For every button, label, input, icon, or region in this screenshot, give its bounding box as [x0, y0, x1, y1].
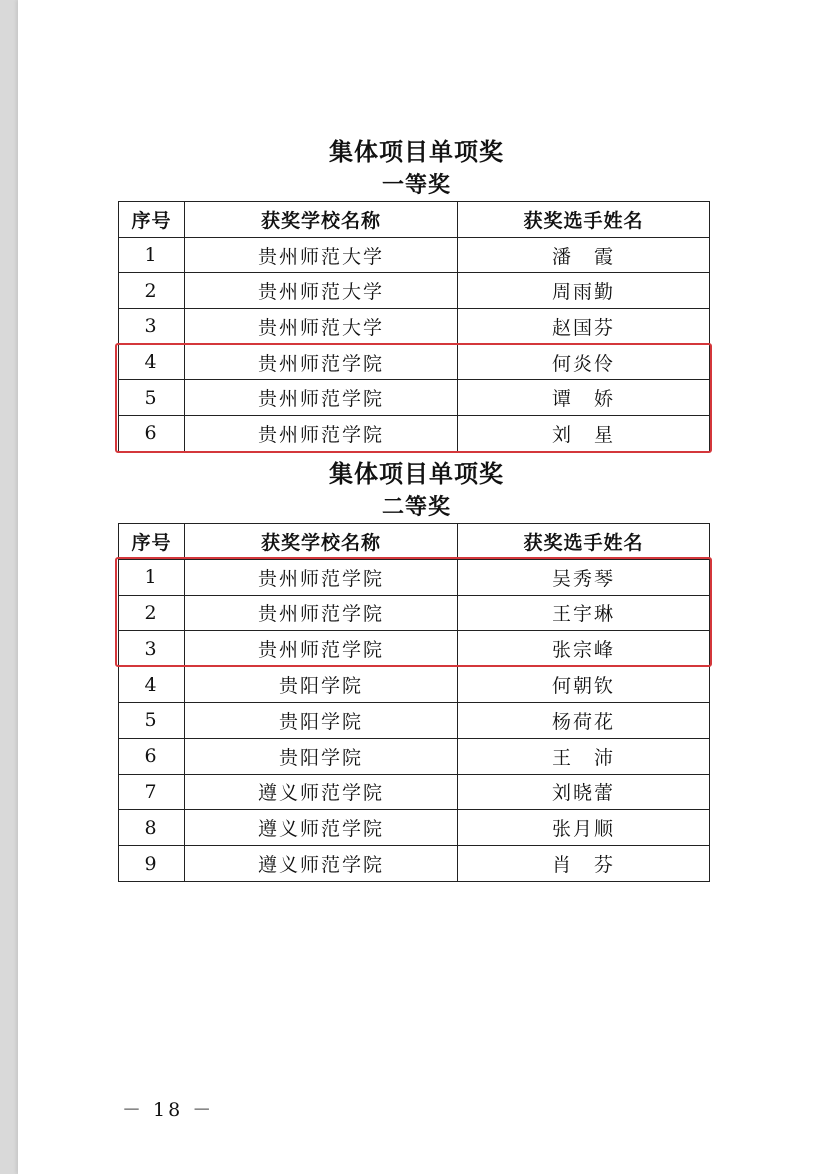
highlight-box-second-prize [115, 557, 712, 667]
cell-index: 6 [119, 416, 185, 452]
table-row [119, 667, 710, 703]
header-index: 序号 [119, 202, 185, 238]
header-school: 获奖学校名称 [185, 524, 458, 560]
cell-index: 5 [119, 702, 185, 738]
cell-school: 贵州师范学院 [185, 416, 458, 452]
cell-index: 2 [119, 273, 185, 309]
cell-index: 3 [119, 631, 185, 667]
table-row [119, 846, 710, 882]
cell-index: 4 [119, 667, 185, 703]
cell-player: 何炎伶 [458, 344, 710, 380]
page-number: － 18 － [122, 1099, 215, 1121]
header-player: 获奖选手姓名 [458, 202, 710, 238]
cell-school: 贵州师范大学 [185, 273, 458, 309]
cell-index: 6 [119, 738, 185, 774]
cell-index: 7 [119, 774, 185, 810]
cell-index: 3 [119, 309, 185, 345]
cell-school: 贵州师范学院 [185, 380, 458, 416]
table-row [119, 309, 710, 345]
cell-player: 张月顺 [458, 810, 710, 846]
section1-subtitle: 一等奖 [381, 173, 451, 198]
section2-subtitle: 二等奖 [381, 495, 451, 520]
cell-player: 谭 娇 [458, 380, 710, 416]
cell-index: 5 [119, 380, 185, 416]
cell-school: 贵州师范学院 [185, 595, 458, 631]
table-row [119, 774, 710, 810]
cell-school: 贵阳学院 [185, 667, 458, 703]
cell-player: 吴秀琴 [458, 559, 710, 595]
cell-school: 贵阳学院 [185, 738, 458, 774]
cell-school: 遵义师范学院 [185, 810, 458, 846]
table-row [119, 273, 710, 309]
cell-player: 周雨勤 [458, 273, 710, 309]
cell-school: 贵州师范学院 [185, 344, 458, 380]
cell-school: 贵阳学院 [185, 702, 458, 738]
table-row [119, 810, 710, 846]
cell-school: 贵州师范大学 [185, 309, 458, 345]
cell-index: 4 [119, 344, 185, 380]
cell-index: 8 [119, 810, 185, 846]
cell-index: 1 [119, 237, 185, 273]
section2-title: 集体项目单项奖 [329, 460, 504, 488]
cell-player: 潘 霞 [458, 237, 710, 273]
cell-school: 贵州师范学院 [185, 631, 458, 667]
cell-index: 2 [119, 595, 185, 631]
cell-player: 刘 星 [458, 416, 710, 452]
header-player: 获奖选手姓名 [458, 524, 710, 560]
cell-school: 贵州师范大学 [185, 237, 458, 273]
cell-index: 1 [119, 559, 185, 595]
highlight-box-first-prize [115, 343, 712, 453]
cell-school: 遵义师范学院 [185, 774, 458, 810]
table-header-row [119, 202, 710, 238]
cell-player: 杨荷花 [458, 702, 710, 738]
cell-player: 刘晓蕾 [458, 774, 710, 810]
table-row [119, 738, 710, 774]
table-header-row [119, 524, 710, 560]
cell-player: 何朝钦 [458, 667, 710, 703]
cell-school: 遵义师范学院 [185, 846, 458, 882]
header-school: 获奖学校名称 [185, 202, 458, 238]
cell-player: 张宗峰 [458, 631, 710, 667]
table-row [119, 237, 710, 273]
cell-player: 肖 芬 [458, 846, 710, 882]
cell-player: 王宇琳 [458, 595, 710, 631]
section1-title: 集体项目单项奖 [329, 138, 504, 166]
cell-player: 王 沛 [458, 738, 710, 774]
header-index: 序号 [119, 524, 185, 560]
cell-player: 赵国芬 [458, 309, 710, 345]
cell-school: 贵州师范学院 [185, 559, 458, 595]
cell-index: 9 [119, 846, 185, 882]
table-row [119, 702, 710, 738]
